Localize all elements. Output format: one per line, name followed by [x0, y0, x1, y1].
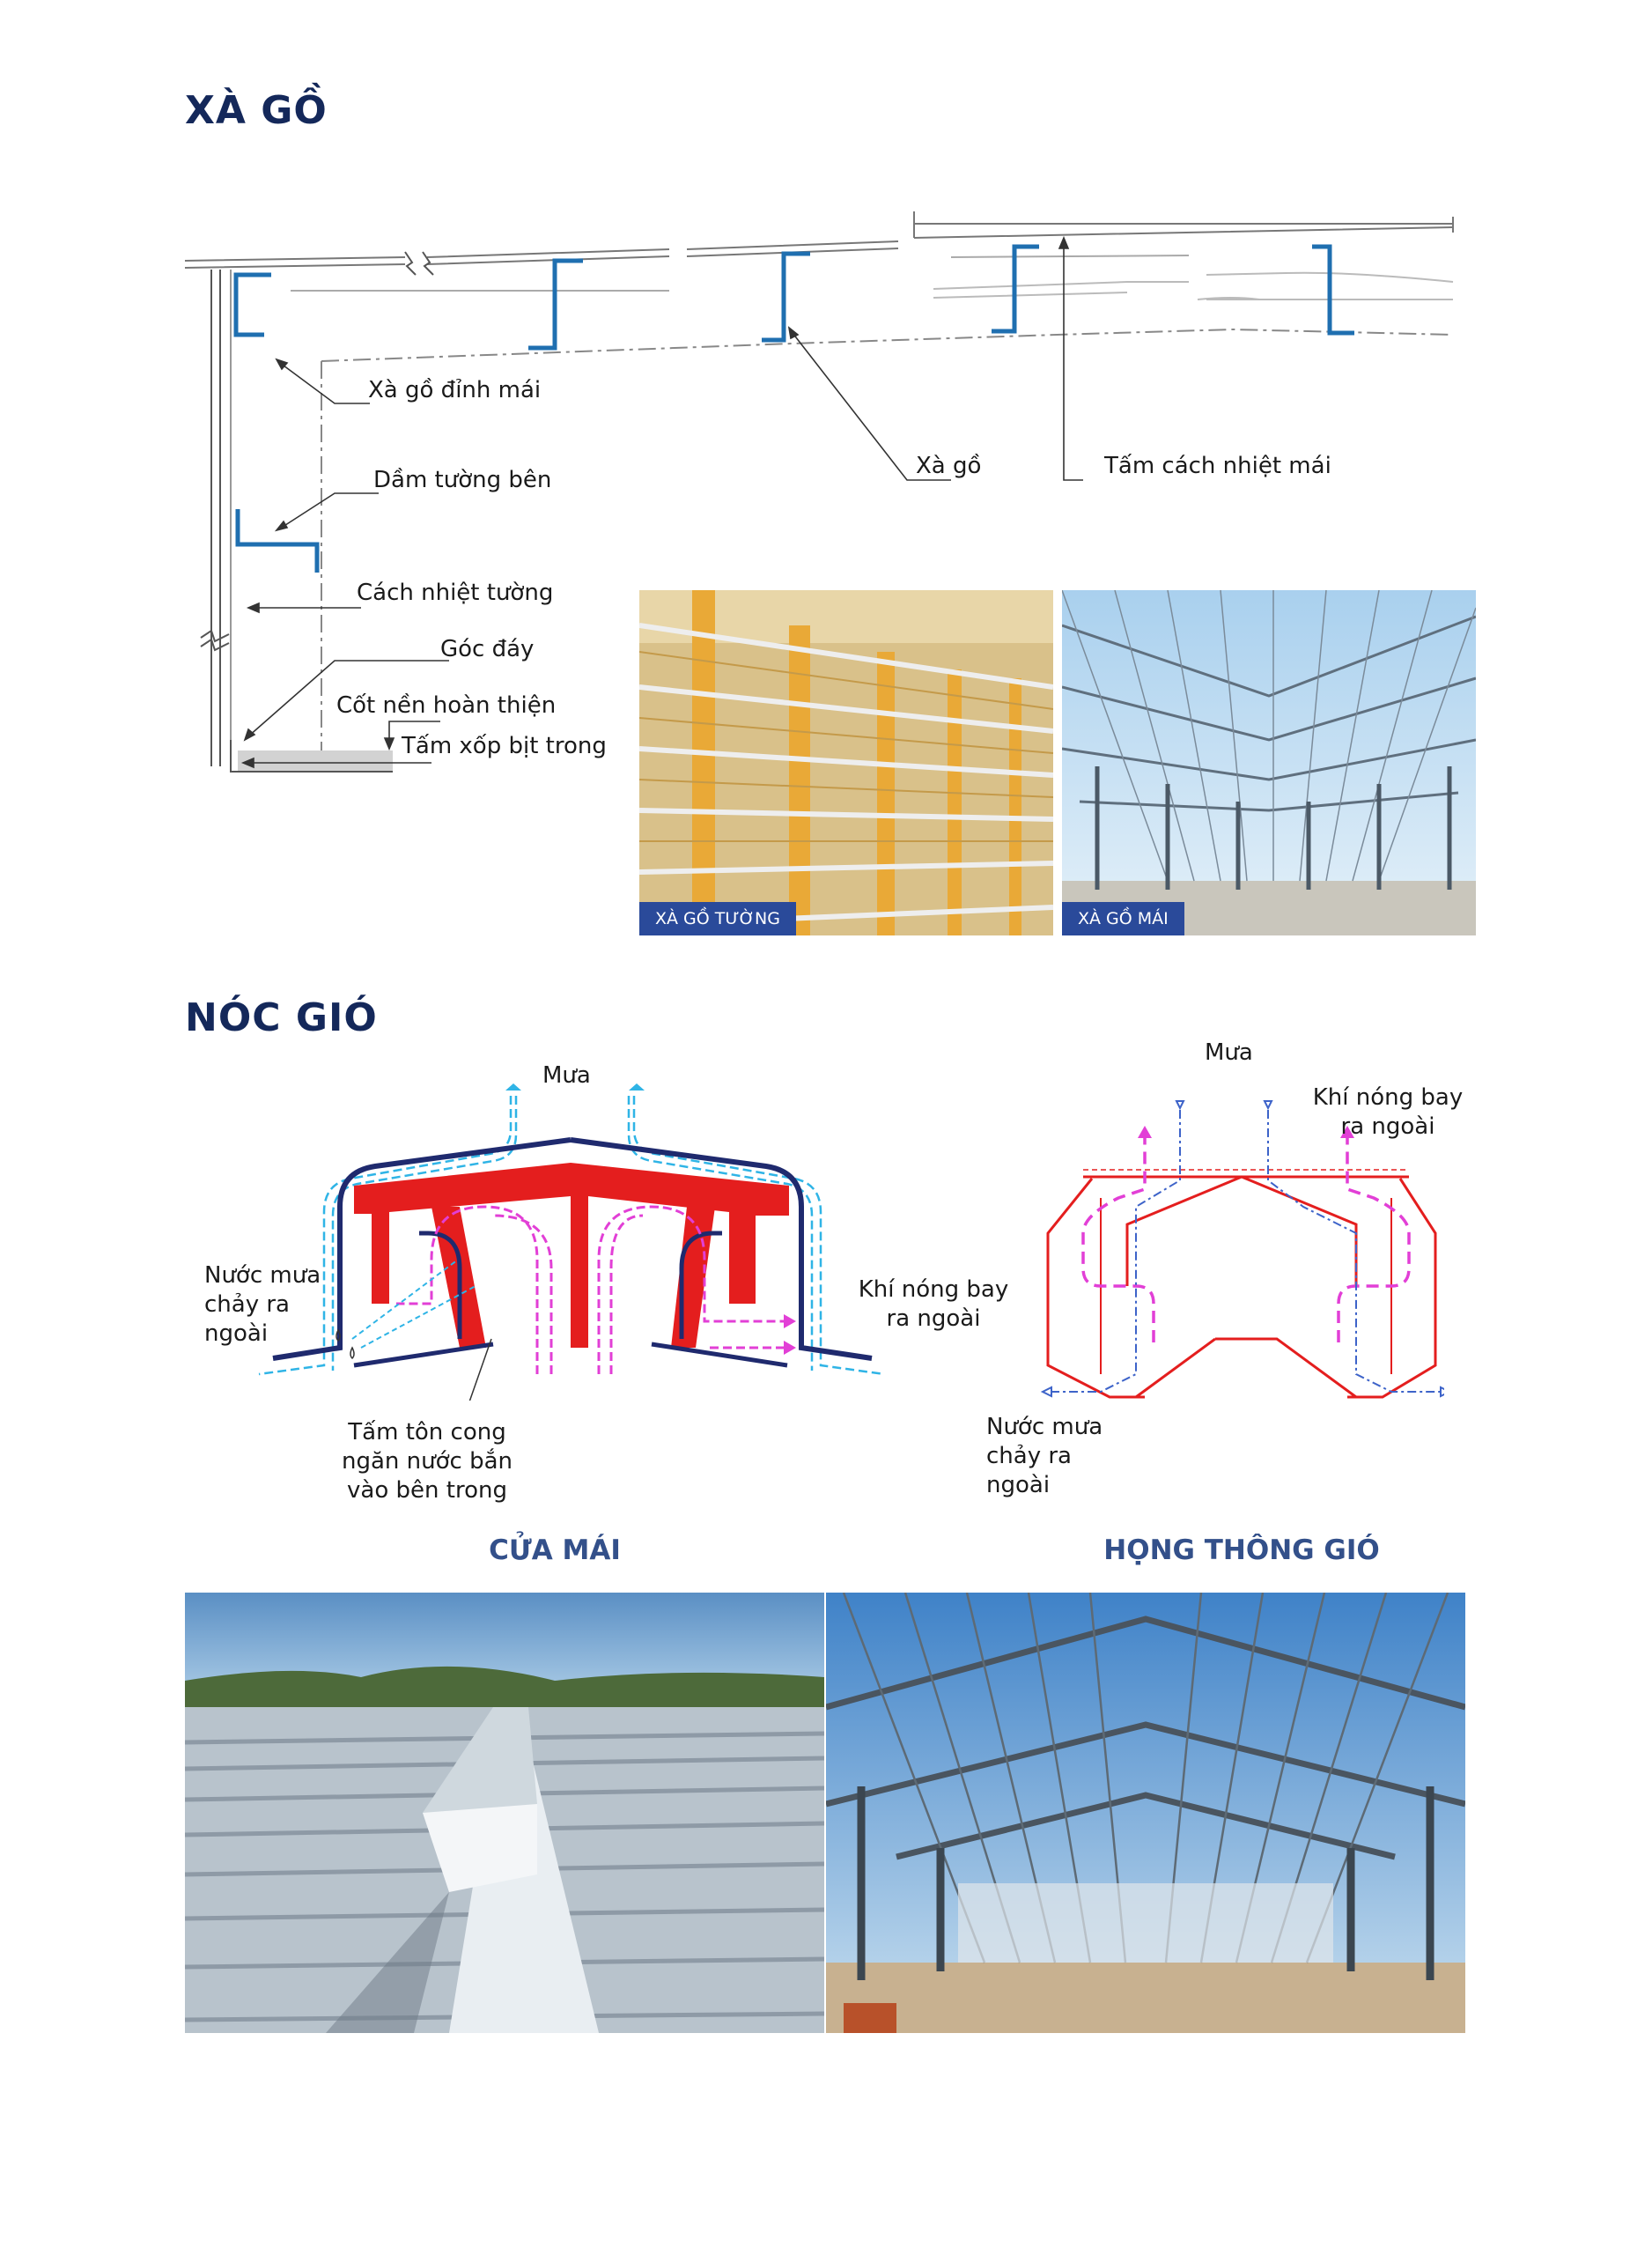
label-hot-air-right: Khí nóng bay ra ngoài: [1312, 1084, 1464, 1140]
label-ridge-purlin: Xà gồ đỉnh mái: [368, 377, 542, 403]
label-baffle: Tấm tôn cong ngăn nước bắn vào bên trong: [342, 1419, 513, 1504]
label-purlin: Xà gồ: [916, 453, 982, 479]
label-closure-foam: Tấm xốp bịt trong: [402, 733, 607, 759]
label-rain-right: Mưa: [1205, 1039, 1253, 1066]
subtitle-ventilation-throat: HỌNG THÔNG GIÓ: [1103, 1534, 1380, 1566]
label-rain-out-left: Nước mưa chảy ra ngoài: [204, 1262, 321, 1347]
label-roof-insulation: Tấm cách nhiệt mái: [1104, 453, 1331, 479]
label-hot-air-left: Khí nóng bay ra ngoài: [858, 1276, 1009, 1332]
section-title-ridge-vent: NÓC GIÓ: [185, 995, 378, 1040]
label-side-wall-girt: Dầm tường bên: [373, 467, 552, 493]
ridge-vent-diagram-left: [255, 1083, 889, 1401]
caption-wall-purlin: XÀ GỒ TƯỜNG: [639, 902, 796, 935]
photo-ventilation-throat: [826, 1593, 1465, 2033]
caption-roof-purlin: XÀ GỒ MÁI: [1062, 902, 1184, 935]
photo-wall-purlin: [639, 590, 1053, 935]
photo-roof-vent: [185, 1593, 824, 2033]
subtitle-roof-vent: CỬA MÁI: [489, 1534, 621, 1566]
section-title-purlin: XÀ GỒ: [185, 88, 328, 133]
label-wall-insulation: Cách nhiệt tường: [357, 580, 554, 606]
label-finished-floor: Cốt nền hoàn thiện: [336, 692, 557, 719]
label-rain-out-right: Nước mưa chảy ra ngoài: [986, 1414, 1103, 1498]
ridge-purlin-shape: [236, 275, 271, 335]
label-base-angle: Góc đáy: [440, 636, 535, 662]
photo-roof-purlin: [1062, 590, 1476, 935]
label-rain-left: Mưa: [542, 1062, 591, 1089]
